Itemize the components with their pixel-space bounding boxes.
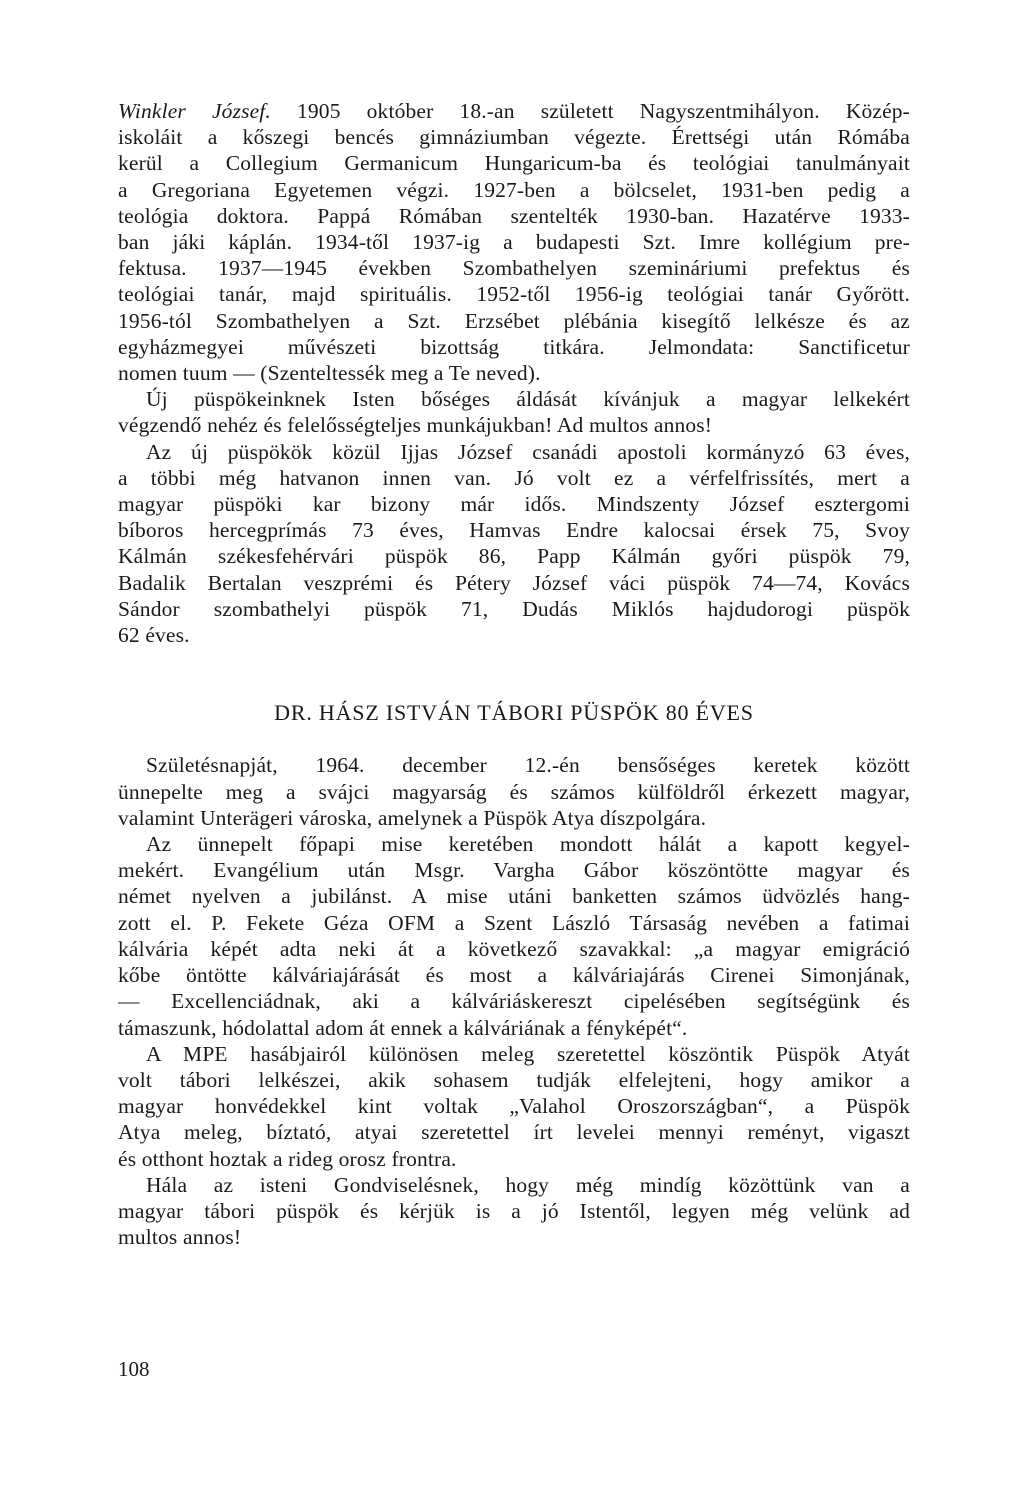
text-line: kőbe öntötte kálváriajárását és most a kálváriajárás Cirenei Simonjának, bbox=[118, 963, 910, 988]
text-line: magyar püspöki kar bizony már idős. Mindszenty József esztergomi bbox=[118, 492, 910, 517]
text-line: ban jáki káplán. 1934-től 1937-ig a budapesti Szt. Imre kollégium pre- bbox=[118, 230, 910, 255]
text-line: egyházmegyei művészeti bizottság titkára. Jelmondata: Sanctificetur bbox=[118, 334, 910, 359]
paragraph-birthday bbox=[118, 752, 910, 831]
paragraph-greetings bbox=[118, 1041, 910, 1172]
text-line: 1956-tól Szombathelyen a Szt. Erzsébet plébánia kisegítő lelkésze és az bbox=[118, 308, 910, 333]
text-line: kerül a Collegium Germanicum Hungaricum-ba és teológiai tanulmányait bbox=[118, 151, 910, 176]
paragraph-winkler-biography bbox=[118, 98, 910, 386]
paragraph-thanks bbox=[118, 1172, 910, 1251]
text-line: bíboros hercegprímás 73 éves, Hamvas Endre kalocsai érsek 75, Svoy bbox=[118, 518, 910, 543]
text-line: teológia doktora. Pappá Rómában szentelték 1930-ban. Hazatérve 1933- bbox=[118, 203, 910, 228]
page-body bbox=[118, 98, 910, 1250]
text-line: multos annos! bbox=[118, 1225, 242, 1250]
text-line: volt tábori lelkészei, akik sohasem tudják elfelejteni, hogy amikor a bbox=[118, 1067, 910, 1092]
page-number: 108 bbox=[118, 1357, 150, 1381]
text-line: nomen tuum — (Szenteltessék meg a Te neved). bbox=[118, 361, 541, 386]
text-line: zott el. P. Fekete Géza OFM a Szent László Társaság nevében a fatimai bbox=[118, 910, 910, 935]
person-name: Winkler József. bbox=[118, 99, 271, 123]
text-line: iskoláit a kőszegi bencés gimnáziumban végezte. Érettségi után Rómába bbox=[118, 125, 910, 150]
text-line: Az új püspökök közül Ijjas József csanádi apostoli kormányzó 63 éves, bbox=[146, 439, 910, 464]
text-line: a többi még hatvanon innen van. Jó volt ez a vérfelfrissítés, mert a bbox=[118, 465, 910, 490]
text-line: 62 éves. bbox=[118, 623, 190, 648]
text-line: Új püspökeinknek Isten bőséges áldását kívánjuk a magyar lelkekért bbox=[146, 387, 910, 412]
text-line: valamint Unterägeri városka, amelynek a Püspök Atya díszpolgára. bbox=[118, 805, 707, 830]
text-line: Atya meleg, bíztató, atyai szeretettel írt levelei mennyi reményt, vigaszt bbox=[118, 1120, 910, 1145]
text-line: magyar tábori püspök és kérjük is a jó Istentől, legyen még velünk ad bbox=[118, 1198, 910, 1223]
text-line: Hála az isteni Gondviselésnek, hogy még mindíg közöttünk van a bbox=[146, 1172, 910, 1197]
text-line: mekért. Evangélium után Msgr. Vargha Gábor köszöntötte magyar és bbox=[118, 858, 910, 883]
text-line: Születésnapját, 1964. december 12.-én bensőséges keretek között bbox=[146, 753, 910, 778]
text-line: teológiai tanár, majd spirituális. 1952-től 1956-ig teológiai tanár Győrött. bbox=[118, 282, 910, 307]
text-line: Sándor szombathelyi püspök 71, Dudás Miklós hajdudorogi püspök bbox=[118, 596, 910, 621]
paragraph-blessing bbox=[118, 386, 910, 438]
text-line: és otthont hoztak a rideg orosz frontra. bbox=[118, 1146, 457, 1171]
paragraph-mass bbox=[118, 831, 910, 1041]
text-line: fektusa. 1937—1945 években Szombathelyen szemináriumi prefektus és bbox=[118, 256, 910, 281]
text-line: Az ünnepelt főpapi mise keretében mondott hálát a kapott kegyel- bbox=[146, 832, 910, 857]
text-line: a Gregoriana Egyetemen végzi. 1927-ben a bölcselet, 1931-ben pedig a bbox=[118, 177, 910, 202]
text-line: A MPE hasábjairól különösen meleg szeretettel köszöntik Püspök Atyát bbox=[146, 1041, 910, 1066]
text-line: támaszunk, hódolattal adom át ennek a kálváriának a fényképét“. bbox=[118, 1015, 688, 1040]
section-title: DR. HÁSZ ISTVÁN TÁBORI PÜSPÖK 80 ÉVES bbox=[274, 700, 754, 726]
text-line: Winkler József. 1905 október 18.-an született Nagyszentmihályon. Közép- bbox=[118, 99, 910, 123]
text-line: végzendő nehéz és felelősségteljes munkájukban! Ad multos annos! bbox=[118, 413, 713, 438]
text-line: német nyelven a jubilánst. A mise utáni banketten számos üdvözlés hang- bbox=[118, 884, 910, 909]
text-line: magyar honvédekkel kint voltak „Valahol Oroszországban“, a Püspök bbox=[118, 1094, 910, 1119]
text-line: — Excellenciádnak, aki a kálváriáskereszt cipelésében segítségünk és bbox=[118, 989, 910, 1014]
text-line: ünnepelte meg a svájci magyarság és számos külföldről érkezett magyar, bbox=[118, 779, 910, 804]
text-line: Kálmán székesfehérvári püspök 86, Papp Kálmán győri püspök 79, bbox=[118, 544, 910, 569]
text-line: kálvária képét adta neki át a következő szavakkal: „a magyar emigráció bbox=[118, 936, 910, 961]
text-line: Badalik Bertalan veszprémi és Pétery József váci püspök 74—74, Kovács bbox=[118, 570, 910, 595]
paragraph-bishops-ages bbox=[118, 439, 910, 649]
